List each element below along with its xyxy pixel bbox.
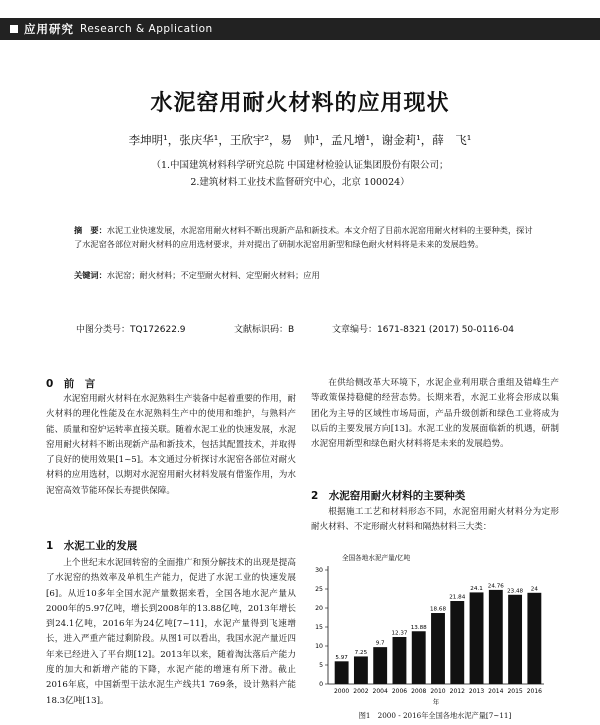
section-1-paragraph: 上个世纪末水泥回转窑的全面推广和预分解技术的出现是提高了水泥窑的热效率及单机生产能力，促进了水泥工业的快速发展[6]。从近10多年全国水泥产量数据来看，全国各地水泥产量从2000年的5.97亿吨，增长到2008年的13.88亿吨，2013年增长到24.1亿吨，2016年为24亿吨[7~11]，水泥产量得到飞速增长，进入严重产能过剩阶段。从图1可以看出，我国水泥产量近四年来已经进入了平台期[12]。2013年以来，随着淘汰落后产能力度的加大和新增产能的下降，水泥产能的增速有所下滑。截止2016年底，中国新型干法水泥生产线共1 769条，设计熟料产能18.3亿吨[13]。 <box>46 558 296 706</box>
journal-header-band <box>0 18 600 40</box>
keywords-label: 关键词： <box>74 270 107 280</box>
bar-2015 <box>508 595 522 684</box>
data-label-2006: 12.37 <box>391 630 408 637</box>
bar-2000 <box>335 661 349 684</box>
bar-2006 <box>393 637 407 684</box>
cement-output-bar-chart <box>306 548 560 708</box>
abstract-label: 摘 要： <box>74 225 107 235</box>
bar-2014 <box>489 590 503 684</box>
bar-2004 <box>373 647 387 684</box>
section-2-heading: 2 水泥窑用耐火材料的主要种类 <box>311 490 466 502</box>
x-tick-label-2002: 2002 <box>353 688 369 695</box>
data-label-2012: 21.84 <box>449 594 466 601</box>
section-0-heading: 0 前 言 <box>46 378 96 390</box>
y-tick-label: 5 <box>319 662 323 670</box>
data-label-2013: 24.1 <box>470 585 483 592</box>
x-tick-label-2008: 2008 <box>411 688 427 695</box>
abstract <box>74 223 534 251</box>
data-label-2014: 24.76 <box>487 583 504 590</box>
section-1-heading: 1 水泥工业的发展 <box>46 540 138 552</box>
y-tick-label: 15 <box>315 624 323 632</box>
data-label-2016: 24 <box>530 586 538 593</box>
data-label-2000: 5.97 <box>335 654 348 661</box>
y-tick-label: 20 <box>315 605 323 613</box>
article-title: 水泥窑用耐火材料的应用现状 <box>150 91 450 116</box>
y-tick-label: 30 <box>315 567 323 575</box>
section-2-paragraph: 根据施工工艺和材料形态不同，水泥窑用耐火材料分为定形耐火材料、不定形耐火材料和隔热材料三大类： <box>311 507 559 533</box>
header-square-icon <box>10 25 18 33</box>
article-number: 文章编号：1671-8321 (2017) 50-0116-04 <box>332 325 515 335</box>
y-tick-label: 25 <box>315 586 323 594</box>
clc-number: 中图分类号：TQ172622.9 <box>76 325 186 335</box>
y-tick-label: 10 <box>315 643 323 651</box>
right-column-paragraph: 在供给侧改革大环境下，水泥企业利用联合重组及错峰生产等政策保持稳健的经营态势。长期来看，水泥工业将会形成以集团化为主导的区域性市场局面，产品升级创新和绿色工业将成为以后的主要发展方向[13]。水泥工业的发展面临新的机遇，研制水泥窑用新型和绿色耐火材料将是未来的发展趋势。 <box>311 378 559 450</box>
bar-2016 <box>527 593 541 684</box>
x-tick-label-2012: 2012 <box>449 688 465 695</box>
x-axis-label: 年 <box>432 698 440 706</box>
bar-2013 <box>470 592 484 684</box>
data-label-2015: 23.48 <box>507 588 524 595</box>
document-code: 文献标识码：B <box>234 325 295 335</box>
keywords-text: 水泥窑；耐火材料；不定型耐火材料、定型耐火材料；应用 <box>106 270 320 280</box>
section-0-paragraph: 水泥窑用耐火材料在水泥熟料生产装备中起着重要的作用，耐火材料的理化性能及在水泥熟料生产中的使用和维护，与熟料产能、质量和窑炉运转率直接关联。随着水泥工业的快速发展，水泥窑用耐火材料不断出现新产品和新技术，包括其配置技术，并取得了良好的使用效果[1~5]。本文通过分析探讨水泥窑各部位对耐火材料的应用选材，以期对水泥窑用耐火材料发展有借鉴作用，为水泥窑高效节能环保长寿提供保障。 <box>46 394 296 496</box>
x-tick-label-2013: 2013 <box>468 688 485 695</box>
bar-2010 <box>431 613 445 684</box>
header-section-en: Research & Application <box>80 23 213 35</box>
x-tick-label-2000: 2000 <box>333 688 350 695</box>
affiliation-line-1: （1.中国建筑材料科学研究总院 中国建材检验认证集团股份有限公司； <box>151 160 449 171</box>
data-label-2004: 9.7 <box>375 640 385 647</box>
header-section-zh: 应用研究 <box>24 22 74 36</box>
x-tick-label-2010: 2010 <box>430 688 446 695</box>
x-tick-label-2016: 2016 <box>526 688 543 695</box>
chart-title: 全国各地水泥产量/亿吨 <box>342 554 411 562</box>
bar-2002 <box>354 656 368 684</box>
x-tick-label-2006: 2006 <box>391 688 408 695</box>
data-label-2010: 18.68 <box>429 606 447 613</box>
x-tick-label-2014: 2014 <box>488 688 504 695</box>
x-tick-label-2015: 2015 <box>507 688 523 695</box>
abstract-text: 水泥工业快速发展，水泥窑用耐火材料不断出现新产品和新技术。本文介绍了目前水泥窑用耐火材料的主要种类，探讨了水泥窑各部位对耐火材料的应用选材要求，并对提出了研制水泥窑用新型和绿色耐火材料将是未来的发展趋势。 <box>74 225 533 249</box>
y-tick-label: 0 <box>319 681 323 689</box>
keywords <box>74 270 534 281</box>
figure-1-caption: 图1 2000 - 2016年全国各地水泥产量[7~11] <box>358 711 512 720</box>
affiliation-line-2: 2.建筑材料工业技术监督研究中心，北京 100024） <box>190 177 410 188</box>
author-list: 李坤明¹，张庆华¹，王欣宇²，易 帅¹，孟凡增¹，谢金莉¹，薛 飞¹ <box>128 133 472 147</box>
data-label-2002: 7.25 <box>354 649 368 656</box>
bar-2012 <box>450 601 464 684</box>
data-label-2008: 13.88 <box>410 624 427 631</box>
x-tick-label-2004: 2004 <box>372 688 388 695</box>
bar-2008 <box>412 631 426 684</box>
